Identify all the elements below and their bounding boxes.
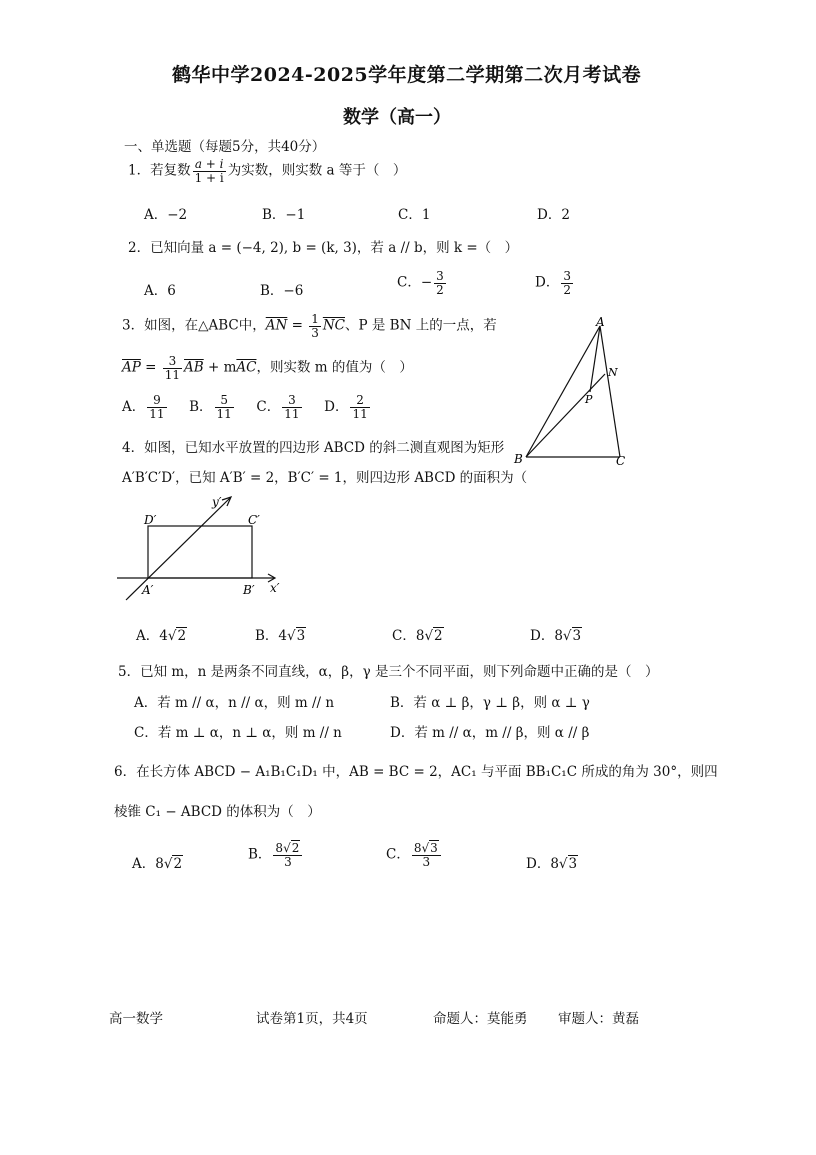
q6-option-d-rad: 3 [568, 856, 578, 872]
q3-l1-fden: 3 [311, 325, 319, 340]
q6-option-a: A．8√2 [132, 856, 183, 872]
q4-option-c: C．8√2 [392, 628, 443, 644]
q4-option-c-label: C． [392, 628, 416, 644]
q3-vec-nc: $\overline{NC}$ [322, 317, 345, 334]
q2-option-d-num: 3 [563, 269, 571, 283]
q2-option-c [397, 270, 448, 296]
q6-option-c-num-rad: 3 [430, 841, 438, 855]
q3-l2-b: ，则实数 m 的值为（ ） [256, 359, 413, 376]
question-3-line2 [122, 355, 413, 381]
question-4-line2: A′B′C′D′，已知 A′B′ = 2，B′C′ = 1，则四边形 ABCD 的面积为（ [122, 470, 528, 486]
q3-option-d [324, 393, 372, 421]
q6-option-c-frac [412, 842, 441, 868]
footer-reviewer: 审题人：黄磊 [558, 1011, 639, 1027]
question-6-line2: 棱锥 C₁ − ABCD 的体积为（ ） [114, 804, 321, 820]
q3-option-b-num: 5 [215, 394, 234, 408]
q6-option-d-label: D． [526, 856, 551, 872]
question-6-line1: 6．在长方体 ABCD − A₁B₁C₁D₁ 中，AB = BC = 2，AC₁ 与平面 BB₁C₁C 所成的角为 30°，则四 [114, 764, 718, 780]
q3-option-c-frac [282, 394, 301, 420]
exam-subtitle: 数学（高一） [343, 107, 451, 128]
q6-option-b-label: B． [248, 846, 272, 863]
q5-option-c: C．若 m ⊥ α，n ⊥ α，则 m // n [134, 725, 342, 741]
q5-option-b: B．若 α ⊥ β，γ ⊥ β，则 α ⊥ γ [390, 695, 590, 711]
question-5: 5．已知 m，n 是两条不同直线，α，β，γ 是三个不同平面，则下列命题中正确的是（ ） [118, 664, 659, 680]
q6-option-d: D．8√3 [526, 856, 578, 872]
q6-option-b-num: 8√2 [273, 842, 302, 856]
q2-option-b: B．−6 [260, 283, 304, 299]
q6-option-b-den: 3 [284, 854, 292, 869]
q6-option-b [248, 842, 304, 868]
q3-options [122, 394, 372, 420]
q6-option-b-num-rad: 2 [291, 841, 300, 855]
q3-l1-eq: = [287, 317, 308, 334]
footer-page-number: 试卷第1页，共4页 [256, 1011, 368, 1027]
q1-frac-num: a + i [193, 158, 226, 172]
q3-option-a-frac [147, 394, 166, 420]
q3-vec-an: $\overline{AN}$ [265, 317, 288, 334]
label-b: B [514, 452, 523, 466]
q3-triangle-figure [508, 314, 648, 469]
q1-frac-den: 1 + i [194, 170, 224, 185]
q3-l2-fnum: 3 [163, 355, 182, 369]
q3-option-a-num: 9 [147, 394, 166, 408]
q3-option-d-frac [350, 394, 369, 420]
q4-option-b-rad: 3 [296, 628, 306, 644]
q3-option-c-den: 11 [284, 406, 300, 421]
q2-option-d-label: D． [535, 274, 560, 291]
q3-l1-fnum: 1 [311, 312, 319, 326]
q4-option-a-coef: 4 [159, 628, 168, 644]
label-p: P [585, 393, 593, 406]
q6-option-a-coef: 8 [155, 856, 164, 872]
q2-option-d [535, 270, 575, 296]
q4-option-b-coef: 4 [278, 628, 288, 644]
q1-option-a: A．−2 [144, 207, 188, 223]
label-d-prime: D′ [144, 513, 157, 527]
q3-l2-fden: 11 [164, 367, 181, 382]
q1-option-d: D．2 [537, 207, 570, 223]
label-n: N [608, 366, 618, 379]
exam-title: 鹤华中学2024-2025学年度第二学期第二次月考试卷 [172, 64, 642, 86]
footer-subject: 高一数学 [109, 1011, 163, 1027]
q6-option-c-den: 3 [422, 854, 431, 869]
q2-option-d-frac [561, 270, 573, 296]
q3-option-b-frac [215, 394, 234, 420]
q2-option-c-den: 2 [436, 282, 444, 297]
q3-option-b [189, 393, 236, 421]
question-1 [128, 158, 406, 184]
q2-option-c-sign: − [420, 274, 433, 291]
q6-option-d-coef: 8 [550, 856, 559, 872]
q3-vec-ac: $\overline{AC}$ [236, 359, 257, 376]
q6-option-c-label: C． [386, 846, 410, 863]
q2-option-d-den: 2 [563, 282, 571, 297]
q6-option-c-num: 8√3 [412, 842, 441, 856]
q3-option-a [122, 393, 169, 421]
q3-l1-frac [309, 313, 321, 339]
label-a-prime: A′ [142, 583, 154, 597]
q3-l1-b: 、P 是 BN 上的一点，若 [345, 317, 497, 334]
q6-option-c [386, 842, 443, 868]
q4-option-a-label: A． [136, 628, 160, 644]
label-c: C [616, 454, 626, 468]
q2-option-c-frac [434, 270, 446, 296]
question-2: 2．已知向量 a = (−4, 2), b = (k, 3)，若 a // b，则 k =（ ） [128, 240, 519, 256]
q3-option-b-label: B． [189, 398, 213, 415]
q2-option-c-label: C． [397, 274, 421, 291]
rectangle-abcd [148, 526, 252, 578]
q3-option-c-num: 3 [282, 394, 301, 408]
q4-option-d-rad: 3 [572, 628, 582, 644]
q4-option-c-coef: 8 [415, 628, 425, 644]
q1-suffix: 为实数，则实数 a 等于（ ） [227, 162, 407, 179]
footer-author: 命题人：莫能勇 [433, 1011, 528, 1027]
q4-option-a: A．4√2 [136, 628, 187, 644]
q1-fraction [193, 158, 226, 184]
q4-option-d-coef: 8 [554, 628, 563, 644]
q3-l1-a: 3．如图，在△ABC中， [122, 317, 266, 334]
label-x-prime: x′ [270, 581, 280, 595]
q4-axes-figure [112, 490, 292, 605]
q1-option-b: B．−1 [262, 207, 306, 223]
q5-option-a: A．若 m // α，n // α，则 m // n [134, 695, 335, 711]
q4-option-a-rad: 2 [177, 628, 187, 644]
q2-option-a: A．6 [144, 283, 176, 299]
q6-option-b-num-coef: 8 [275, 841, 284, 855]
q3-option-d-num: 2 [350, 394, 369, 408]
q3-option-c [256, 393, 303, 421]
q3-l2-frac [163, 355, 182, 381]
q2-option-c-num: 3 [436, 269, 444, 283]
question-4-line1: 4．如图，已知水平放置的四边形 ABCD 的斜二测直观图为矩形 [122, 440, 505, 456]
q3-l2-eq: = [140, 359, 161, 376]
q4-option-b: B．4√3 [255, 628, 306, 644]
label-y-prime: y′ [212, 495, 222, 509]
q6-option-a-label: A． [132, 856, 156, 872]
label-c-prime: C′ [248, 513, 260, 527]
q3-option-c-label: C． [256, 398, 281, 415]
q4-option-c-rad: 2 [434, 628, 443, 644]
question-3-line1 [122, 313, 497, 339]
q4-option-b-label: B． [255, 628, 279, 644]
q3-option-d-den: 11 [352, 406, 368, 421]
q3-vec-ab: $\overline{AB}$ [184, 359, 204, 376]
q1-prefix: 1．若复数 [128, 162, 191, 179]
edge-ac [600, 326, 620, 457]
q6-option-b-frac [273, 842, 302, 868]
q6-option-c-num-coef: 8 [413, 841, 422, 855]
q3-vec-ap: $\overline{AP}$ [122, 359, 141, 376]
q3-option-b-den: 11 [216, 406, 232, 421]
q3-option-a-den: 11 [149, 406, 165, 421]
label-b-prime: B′ [243, 583, 255, 597]
q3-option-a-label: A． [122, 398, 146, 415]
label-a: A [596, 315, 605, 329]
q6-option-a-rad: 2 [173, 856, 183, 872]
q1-option-c: C．1 [398, 207, 431, 223]
q3-l2-plus: + m [203, 359, 237, 376]
q3-option-d-label: D． [324, 398, 349, 415]
q4-option-d-label: D． [530, 628, 555, 644]
q4-option-d: D．8√3 [530, 628, 582, 644]
q5-option-d: D．若 m // α，m // β，则 α // β [390, 725, 590, 741]
section-heading: 一、单选题（每题5分，共40分） [124, 139, 326, 155]
